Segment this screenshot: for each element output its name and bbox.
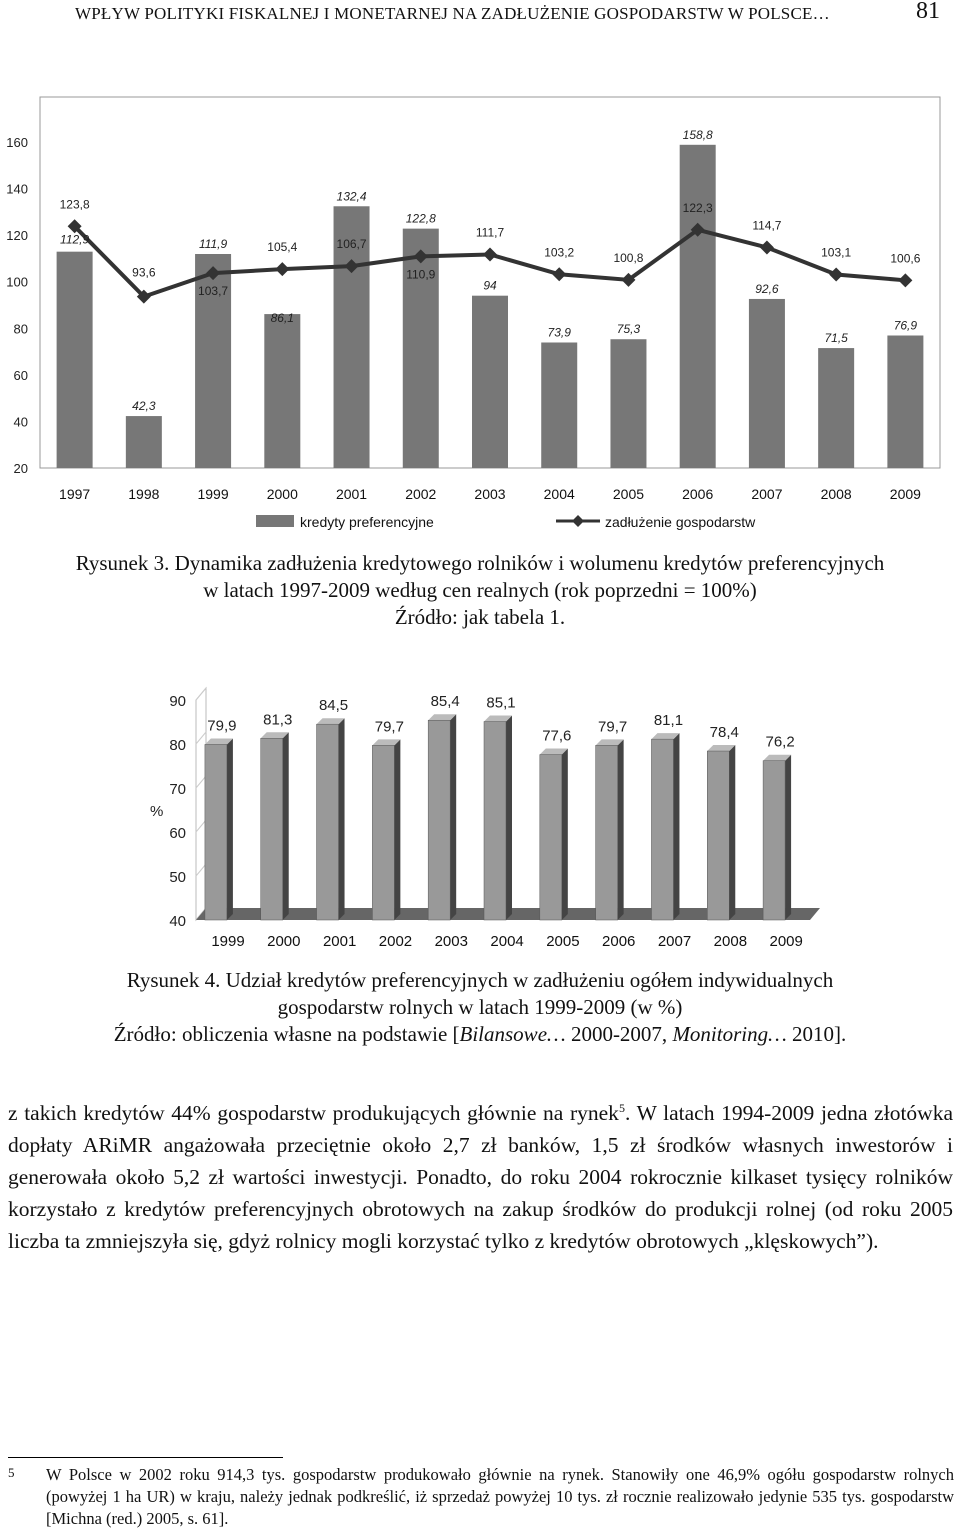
x-tick-label: 2002 [378,933,413,950]
y-tick-label: 60 [13,367,28,383]
x-tick-label: 2003 [434,933,468,950]
bar-udzial [651,739,673,920]
x-tick-label: 2004 [543,486,575,502]
bar-data-label: 85,1 [486,694,516,712]
gridline-tick [196,688,206,700]
bar-udzial [428,720,450,920]
x-tick-label: 2004 [490,933,524,950]
bar-kredyty [749,299,785,468]
line-data-label: 93,6 [132,265,156,280]
line-data-label: 114,7 [752,218,782,233]
bar-kredyty [57,252,93,468]
bar-data-label: 77,6 [542,727,572,745]
y-tick-label: 140 [6,181,28,197]
figure-4-caption-line1: Rysunek 4. Udział kredytów preferencyjnych w zadłużeniu ogółem indywidualnych [126,968,834,992]
bar-kredyty [403,229,439,468]
bar-side [450,714,456,920]
line-data-label: 103,1 [821,245,852,260]
bar-udzial [596,745,618,920]
line-data-label: 103,7 [198,284,229,299]
page-number: 81 [916,0,940,24]
x-tick-label: 1999 [211,933,245,950]
line-data-label: 122,3 [682,200,713,215]
gridline-tick [196,732,206,744]
figure-3-caption [0,550,960,631]
line-marker [829,267,843,281]
body-paragraph: z takich kredytów 44% gospodarstw produkujących głównie na rynek$^5$. W latach 1994-2009 jedna złotówka dopłaty ARiMR angażowała przeciętnie około 2,7 zł banków, 1,5 zł środków własnych inwestorów i generowała około 5,2 zł wartości inwestycji. Ponadto, do roku 2004 rokrocznie kilkaset tysięcy rolników korzystało z kredytów preferencyjnych obrotowych na zakup środków do produkcji rolnej (od roku 2005 liczba ta zmniejszyła się, gdyż rolnicy mogli korzystać tylko z kredytów obrotowych „klęskowych”). [8,1100,953,1253]
legend-marker-zadluzenie [572,515,584,527]
x-tick-label: 2008 [820,486,852,502]
line-data-label: 103,2 [544,245,575,260]
bar-udzial [261,738,283,920]
bar-kredyty [680,145,716,468]
figure-3-source: Źródło: jak tabela 1. [394,605,566,629]
bar-kredyty [887,336,923,468]
y-tick-label: 60 [169,825,186,842]
bar-side [283,732,289,920]
x-tick-label: 1998 [128,486,160,502]
bar-udzial [372,745,394,920]
bar-kredyty [818,348,854,468]
line-data-label: 106,7 [336,237,367,252]
bar-data-label: 76,2 [765,733,795,751]
bar-data-label: 81,3 [263,711,293,729]
y-tick-label: 20 [13,461,28,476]
y-tick-label: 40 [169,913,186,930]
y-axis-wall [196,688,206,920]
y-tick-label: 80 [169,737,186,754]
bar-udzial [317,724,339,920]
bar-kredyty [610,339,646,468]
legend-label-kredyty: kredyty preferencyjne [300,514,434,530]
y-tick-label: 120 [6,228,28,244]
bar-data-label: 122,8 [405,211,436,226]
bar-side [227,738,233,920]
x-tick-label: 2006 [682,486,714,502]
bar-side [506,716,512,920]
figure-3-chart [0,90,960,540]
bar-data-label: 71,5 [824,331,848,346]
bar-side [394,739,400,920]
line-data-label: 111,7 [475,225,505,240]
x-tick-label: 2000 [266,486,298,502]
y-axis-label: % [150,803,164,820]
y-tick-label: 50 [169,869,186,886]
footnote-separator [8,1457,283,1458]
bar-kredyty [541,342,577,468]
x-tick-label: 2009 [889,486,921,502]
line-data-label: 123,8 [59,197,90,212]
bar-side [785,755,791,920]
x-tick-label: 2005 [546,933,580,950]
x-tick-label: 2005 [612,486,645,502]
x-tick-label: 1999 [197,486,229,502]
footnote-text: W Polsce w 2002 roku 914,3 tys. gospodarstw produkowało głównie na rynek. Stanowiły one 46,9% ogółu gospodarstw rolnych (powyżej 1 ha UR) w kraju, należy jednak podkreślić, iż sprzedaż powyżej 10 tys. zł rocznie realizowało jedynie 535 tys. gospodarstw [Michna (red.) 2005, s. 61]. [46,1465,954,1528]
line-data-label: 100,6 [890,251,921,266]
x-tick-label: 2003 [474,486,506,502]
bar-data-label: 73,9 [547,325,571,340]
line-data-label: 100,8 [613,250,644,265]
footnote-number: 5 [8,1465,15,1480]
bar-data-label: 112,9 [60,232,90,247]
bar-kredyty [264,314,300,468]
x-tick-label: 2008 [713,933,748,950]
bar-udzial [540,755,562,920]
bar-data-label: 79,9 [207,717,237,735]
bar-data-label: 132,4 [336,189,367,204]
gridline-tick [196,820,206,832]
y-tick-label: 40 [13,414,28,430]
bar-side [729,745,735,920]
bar-data-label: 76,9 [893,318,918,333]
legend-swatch-kredyty [256,515,294,527]
y-tick-label: 70 [169,781,186,798]
bar-udzial [763,761,785,920]
bar-data-label: 79,7 [374,718,404,736]
bar-kredyty [472,296,508,468]
bar-side [339,718,345,920]
x-tick-label: 2006 [602,933,636,950]
running-header [0,0,960,30]
figure-4-caption-line2: gospodarstw rolnych w latach 1999-2009 (w %) [277,995,683,1019]
bar-data-label: 42,3 [132,399,156,414]
bar-data-label: 92,6 [755,281,779,296]
figure-3-caption-line2: w latach 1997-2009 według cen realnych (rok poprzedni = 100%) [203,578,757,602]
bar-data-label: 158,8 [682,127,713,142]
gridline-tick [196,864,206,876]
y-tick-label: 160 [6,135,28,150]
bar-data-label: 85,4 [430,693,460,711]
bar-udzial [707,751,729,920]
bar-data-label: 78,4 [709,724,739,742]
line-data-label: 105,4 [267,240,298,255]
figure-4-chart [0,680,960,960]
bar-udzial [205,744,227,920]
x-tick-label: 2001 [322,933,357,950]
bar-data-label: 94 [483,278,497,293]
x-tick-label: 2001 [335,486,368,502]
bar-udzial [484,722,506,920]
y-tick-label: 100 [6,274,28,290]
line-data-label: 110,9 [406,267,436,282]
bar-data-label: 81,1 [653,712,684,730]
bar-side [562,749,568,920]
x-tick-label: 2007 [751,486,783,502]
line-marker [552,267,566,281]
bar-data-label: 75,3 [616,322,641,337]
bar-data-label: 111,9 [198,237,228,252]
line-marker [898,273,912,287]
x-tick-label: 2002 [405,486,437,502]
x-tick-label: 2000 [267,933,301,950]
x-tick-label: 2009 [769,933,803,950]
bar-side [618,739,624,920]
gridline-tick [196,776,206,788]
line-marker [760,240,774,254]
y-tick-label: 90 [169,693,186,710]
bar-side [673,733,679,920]
running-title: WPŁYW POLITYKI FISKALNEJ I MONETARNEJ NA ZADŁUŻENIE GOSPODARSTW W POLSCE… [75,4,830,23]
y-tick-label: 80 [13,321,28,337]
figure-4-source: Źródło: obliczenia własne na podstawie [Bilansowe… 2000-2007, Monitoring… 2010]. [113,1022,847,1046]
line-marker [275,262,289,276]
bar-data-label: 86,1 [270,311,294,326]
footnote-ref[interactable]: 5 [618,1100,625,1115]
bar-data-label: 79,7 [598,718,628,736]
x-tick-label: 1997 [59,486,91,502]
bar-kredyty [126,416,162,468]
figure-4-caption [0,967,960,1048]
legend-label-zadluzenie: zadłużenie gospodarstw [605,514,756,530]
bar-data-label: 84,5 [318,697,349,715]
figure-3-caption-line1: Rysunek 3. Dynamika zadłużenia kredytowego rolników i wolumenu kredytów preferencyjnych [75,551,885,575]
x-tick-label: 2007 [657,933,692,950]
line-marker [483,247,497,261]
